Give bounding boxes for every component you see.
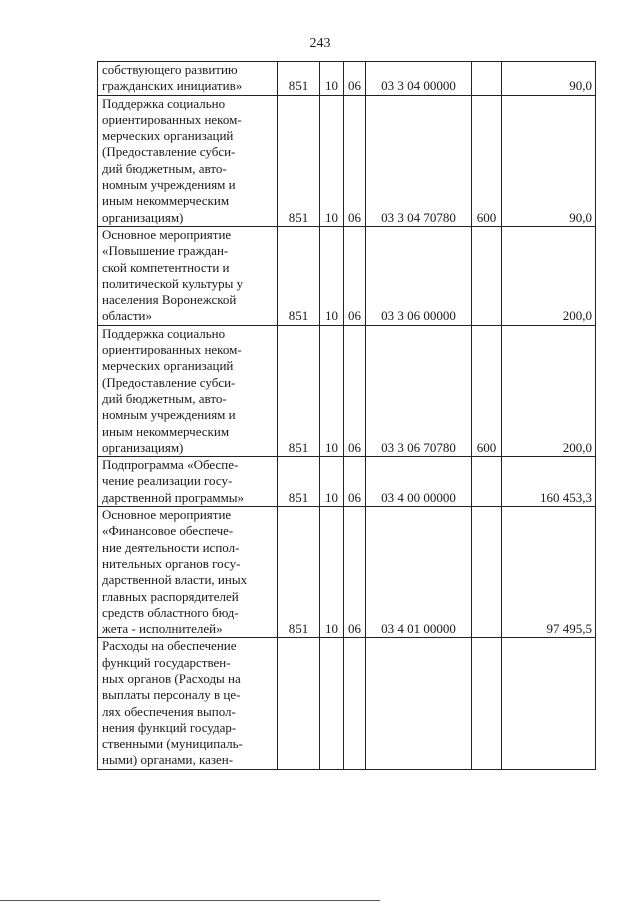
ministry-code-cell: 851 bbox=[278, 325, 320, 456]
ministry-code-cell: 851 bbox=[278, 62, 320, 96]
ministry-code-cell bbox=[278, 638, 320, 769]
budget-table bbox=[97, 61, 596, 770]
section-code-cell: 10 bbox=[320, 226, 344, 325]
amount-cell: 200,0 bbox=[502, 226, 596, 325]
table-row bbox=[98, 62, 596, 96]
amount-cell: 200,0 bbox=[502, 325, 596, 456]
amount-cell: 90,0 bbox=[502, 62, 596, 96]
section-code-cell: 10 bbox=[320, 507, 344, 638]
expense-type-cell bbox=[472, 226, 502, 325]
expense-type-cell bbox=[472, 638, 502, 769]
expense-type-cell: 600 bbox=[472, 95, 502, 226]
ministry-code-cell: 851 bbox=[278, 507, 320, 638]
table-body bbox=[98, 62, 596, 770]
target-article-cell: 03 3 04 00000 bbox=[366, 62, 472, 96]
table-row bbox=[98, 507, 596, 638]
footer-rule bbox=[0, 900, 380, 901]
target-article-cell: 03 3 06 00000 bbox=[366, 226, 472, 325]
subsection-code-cell: 06 bbox=[344, 226, 366, 325]
ministry-code-cell: 851 bbox=[278, 457, 320, 507]
item-name-cell: Расходы на обеспечение функций государствен- ных органов (Расходы на выплаты персоналу в це- лях обеспечения выпол- нения функций государ- ственными (муниципаль- ными) органами, казен- bbox=[98, 638, 278, 769]
section-code-cell: 10 bbox=[320, 457, 344, 507]
subsection-code-cell: 06 bbox=[344, 457, 366, 507]
expense-type-cell bbox=[472, 62, 502, 96]
item-name-cell: собствующего развитию гражданских инициатив» bbox=[98, 62, 278, 96]
table-row bbox=[98, 457, 596, 507]
ministry-code-cell: 851 bbox=[278, 95, 320, 226]
expense-type-cell bbox=[472, 507, 502, 638]
ministry-code-cell: 851 bbox=[278, 226, 320, 325]
target-article-cell bbox=[366, 638, 472, 769]
item-name-cell: Основное мероприятие «Повышение граждан- ской компетентности и политической культуры у населения Воронежской области» bbox=[98, 226, 278, 325]
section-code-cell bbox=[320, 638, 344, 769]
table-row bbox=[98, 95, 596, 226]
target-article-cell: 03 3 06 70780 bbox=[366, 325, 472, 456]
subsection-code-cell: 06 bbox=[344, 507, 366, 638]
item-name-cell: Подпрограмма «Обеспе- чение реализации госу- дарственной программы» bbox=[98, 457, 278, 507]
subsection-code-cell: 06 bbox=[344, 325, 366, 456]
item-name-cell: Поддержка социально ориентированных неком- мерческих организаций (Предоставление субси- дий бюджетным, авто- номным учреждениям и иным некоммерческим организациям) bbox=[98, 325, 278, 456]
subsection-code-cell: 06 bbox=[344, 62, 366, 96]
item-name-cell: Поддержка социально ориентированных неком- мерческих организаций (Предоставление субси- дий бюджетным, авто- номным учреждениям и иным некоммерческим организациям) bbox=[98, 95, 278, 226]
amount-cell: 160 453,3 bbox=[502, 457, 596, 507]
subsection-code-cell bbox=[344, 638, 366, 769]
section-code-cell: 10 bbox=[320, 62, 344, 96]
amount-cell: 97 495,5 bbox=[502, 507, 596, 638]
page-number: 243 bbox=[309, 36, 331, 51]
target-article-cell: 03 3 04 70780 bbox=[366, 95, 472, 226]
target-article-cell: 03 4 01 00000 bbox=[366, 507, 472, 638]
section-code-cell: 10 bbox=[320, 325, 344, 456]
subsection-code-cell: 06 bbox=[344, 95, 366, 226]
table-row bbox=[98, 226, 596, 325]
expense-type-cell: 600 bbox=[472, 325, 502, 456]
amount-cell: 90,0 bbox=[502, 95, 596, 226]
section-code-cell: 10 bbox=[320, 95, 344, 226]
table-row bbox=[98, 638, 596, 769]
amount-cell bbox=[502, 638, 596, 769]
table-row bbox=[98, 325, 596, 456]
item-name-cell: Основное мероприятие «Финансовое обеспече- ние деятельности испол- нительных органов госу- дарственной власти, иных главных распорядителей средств областного бюд- жета - исполнителей» bbox=[98, 507, 278, 638]
expense-type-cell bbox=[472, 457, 502, 507]
target-article-cell: 03 4 00 00000 bbox=[366, 457, 472, 507]
